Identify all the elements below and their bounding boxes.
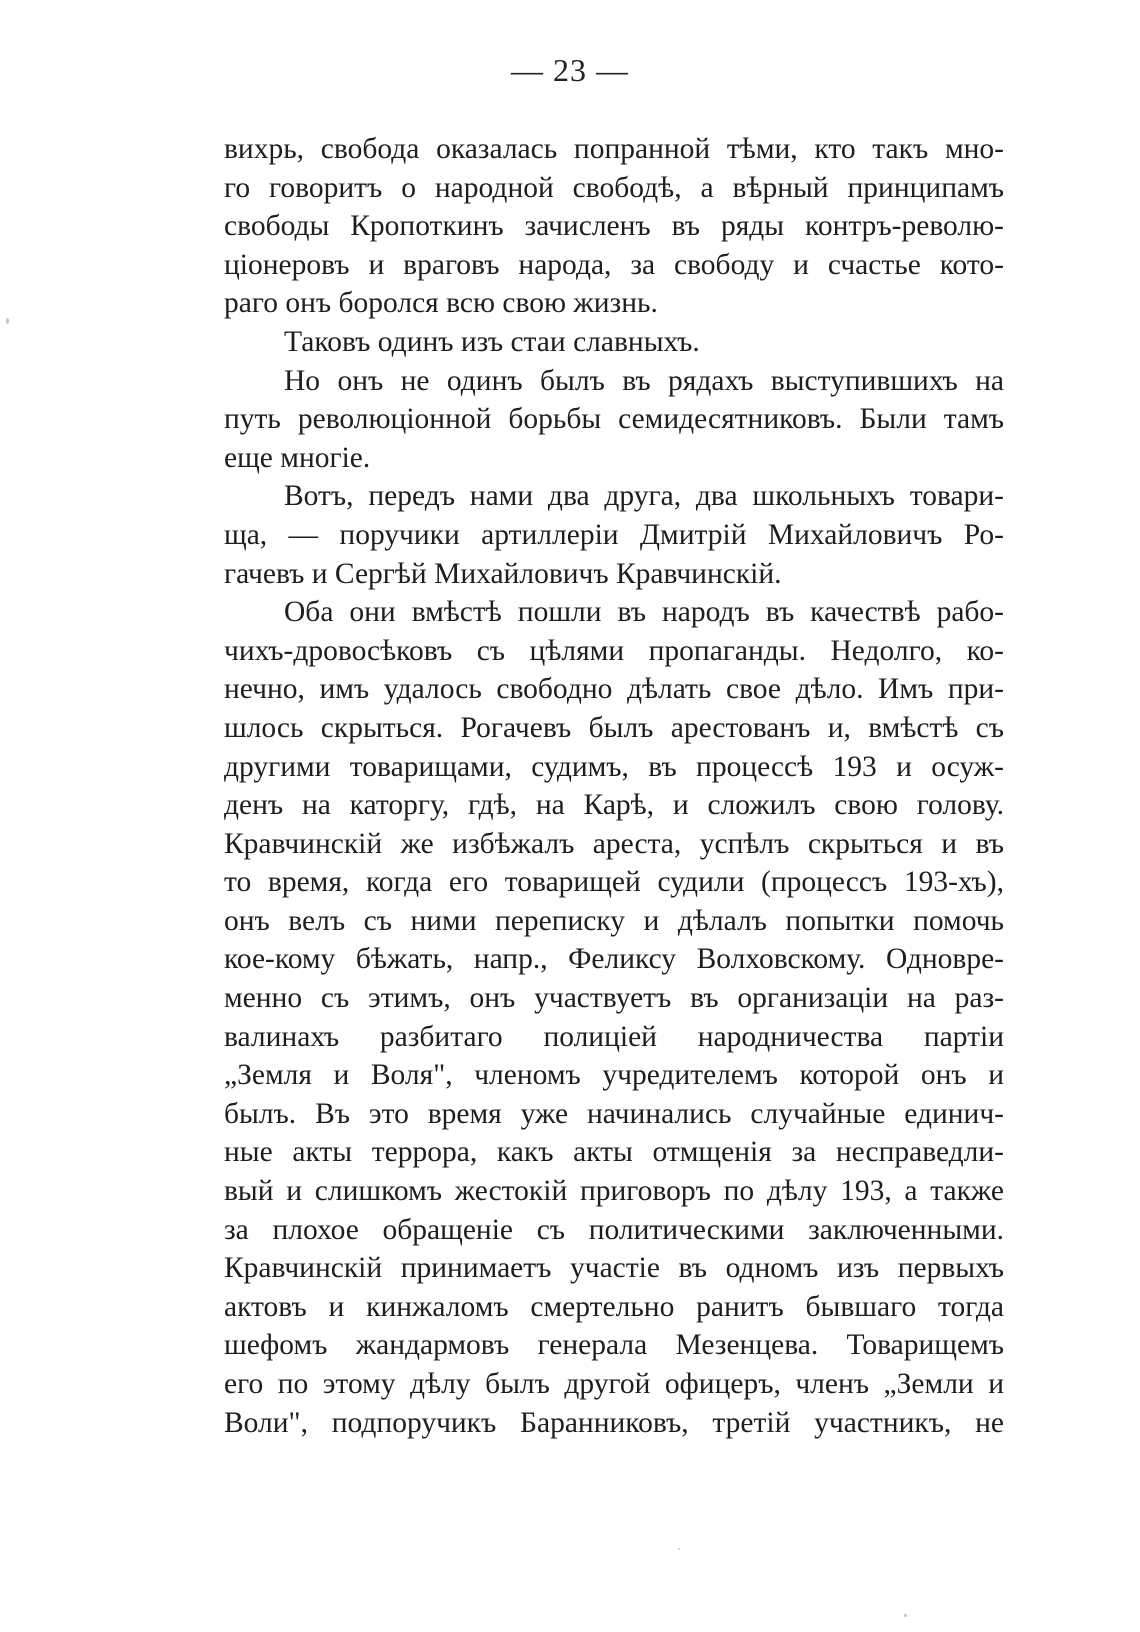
text-line: актовъ и кинжаломъ смертельно ранитъ бывшаго тогда xyxy=(224,1290,1004,1323)
text-line: путь революціонной борьбы семидесятниковъ. Были тамъ xyxy=(224,403,1004,436)
text-line: раго онъ боролся всю свою жизнь. xyxy=(224,287,658,320)
text-line: онъ велъ съ ними переписку и дѣлалъ попытки помочь xyxy=(224,904,1004,937)
text-line: ціонеровъ и враговъ народа, за свободу и счастье кото- xyxy=(224,248,1004,281)
text-line: чихъ-дровосѣковъ съ цѣлями пропаганды. Недолго, ко- xyxy=(224,634,1004,667)
text-line: шефомъ жандармовъ генерала Мезенцева. Товарищемъ xyxy=(224,1329,1004,1362)
text-line: гачевъ и Сергѣй Михайловичъ Кравчинскій. xyxy=(224,557,782,590)
paragraph-1 xyxy=(224,130,1004,323)
text-line: другими товарищами, судимъ, въ процессѣ 193 и осуж- xyxy=(224,750,1004,783)
text-line: валинахъ разбитаго полиціей народничества партіи xyxy=(224,1020,1004,1053)
text-line: то время, когда его товарищей судили (процессъ 193-хъ), xyxy=(224,866,1004,899)
text-line: свободы Кропоткинъ зачисленъ въ ряды контръ-револю- xyxy=(224,210,1004,243)
paragraph-5 xyxy=(224,593,1004,1442)
text-line: „Земля и Воля", членомъ учредителемъ которой онъ и xyxy=(224,1059,1004,1092)
paragraph-2 xyxy=(224,323,1004,362)
text-line: нечно, имъ удалось свободно дѣлать свое дѣло. Имъ при- xyxy=(224,673,1004,706)
text-line: ные акты террора, какъ акты отмщенія за несправедли- xyxy=(224,1136,1004,1169)
text-line: Но онъ не одинъ былъ въ рядахъ выступившихъ на xyxy=(284,364,1004,397)
text-line: го говоритъ о народной свободѣ, а вѣрный принципамъ xyxy=(224,171,1004,204)
text-line: Вотъ, передъ нами два друга, два школьныхъ товари- xyxy=(284,480,1004,513)
text-line: вихрь, свобода оказалась попранной тѣми, кто такъ мно- xyxy=(224,133,1004,165)
paragraph-3 xyxy=(224,362,1004,478)
page-number: — 23 — xyxy=(511,52,629,88)
text-line: вый и слишкомъ жестокій приговоръ по дѣлу 193, а также xyxy=(224,1175,1004,1208)
text-line: Воли", подпоручикъ Баранниковъ, третій участникъ, не xyxy=(224,1406,1004,1439)
scan-speck xyxy=(6,318,9,324)
paragraph-4 xyxy=(224,477,1004,593)
text-line: Кравчинскій же избѣжалъ ареста, успѣлъ скрыться и въ xyxy=(224,827,1004,860)
text-line: Оба они вмѣстѣ пошли въ народъ въ качествѣ рабо- xyxy=(284,596,1004,629)
body-text xyxy=(224,130,1004,1442)
text-line: Кравчинскій принимаетъ участіе въ одномъ изъ первыхъ xyxy=(224,1252,1004,1285)
scan-speck xyxy=(904,1614,907,1617)
text-line: за плохое обращеніе съ политическими заключенными. xyxy=(224,1213,1004,1246)
text-line: еще многіе. xyxy=(224,441,371,474)
text-line: ща, — поручики артиллеріи Дмитрій Михайловичъ Ро- xyxy=(224,518,1004,551)
text-line: кое-кому бѣжать, напр., Феликсу Волховскому. Одновре- xyxy=(224,943,1004,976)
text-line: былъ. Въ это время уже начинались случайные единич- xyxy=(224,1097,1004,1130)
scan-speck xyxy=(678,1548,680,1550)
text-line: его по этому дѣлу былъ другой офицеръ, членъ „Земли и xyxy=(224,1368,1004,1400)
text-line: денъ на каторгу, гдѣ, на Карѣ, и сложилъ свою голову. xyxy=(224,789,1004,822)
text-line: шлось скрыться. Рогачевъ былъ арестованъ и, вмѣстѣ съ xyxy=(224,711,1004,744)
text-line: Таковъ одинъ изъ стаи славныхъ. xyxy=(284,325,700,358)
text-line: менно съ этимъ, онъ участвуетъ въ организаціи на раз- xyxy=(224,982,1004,1015)
